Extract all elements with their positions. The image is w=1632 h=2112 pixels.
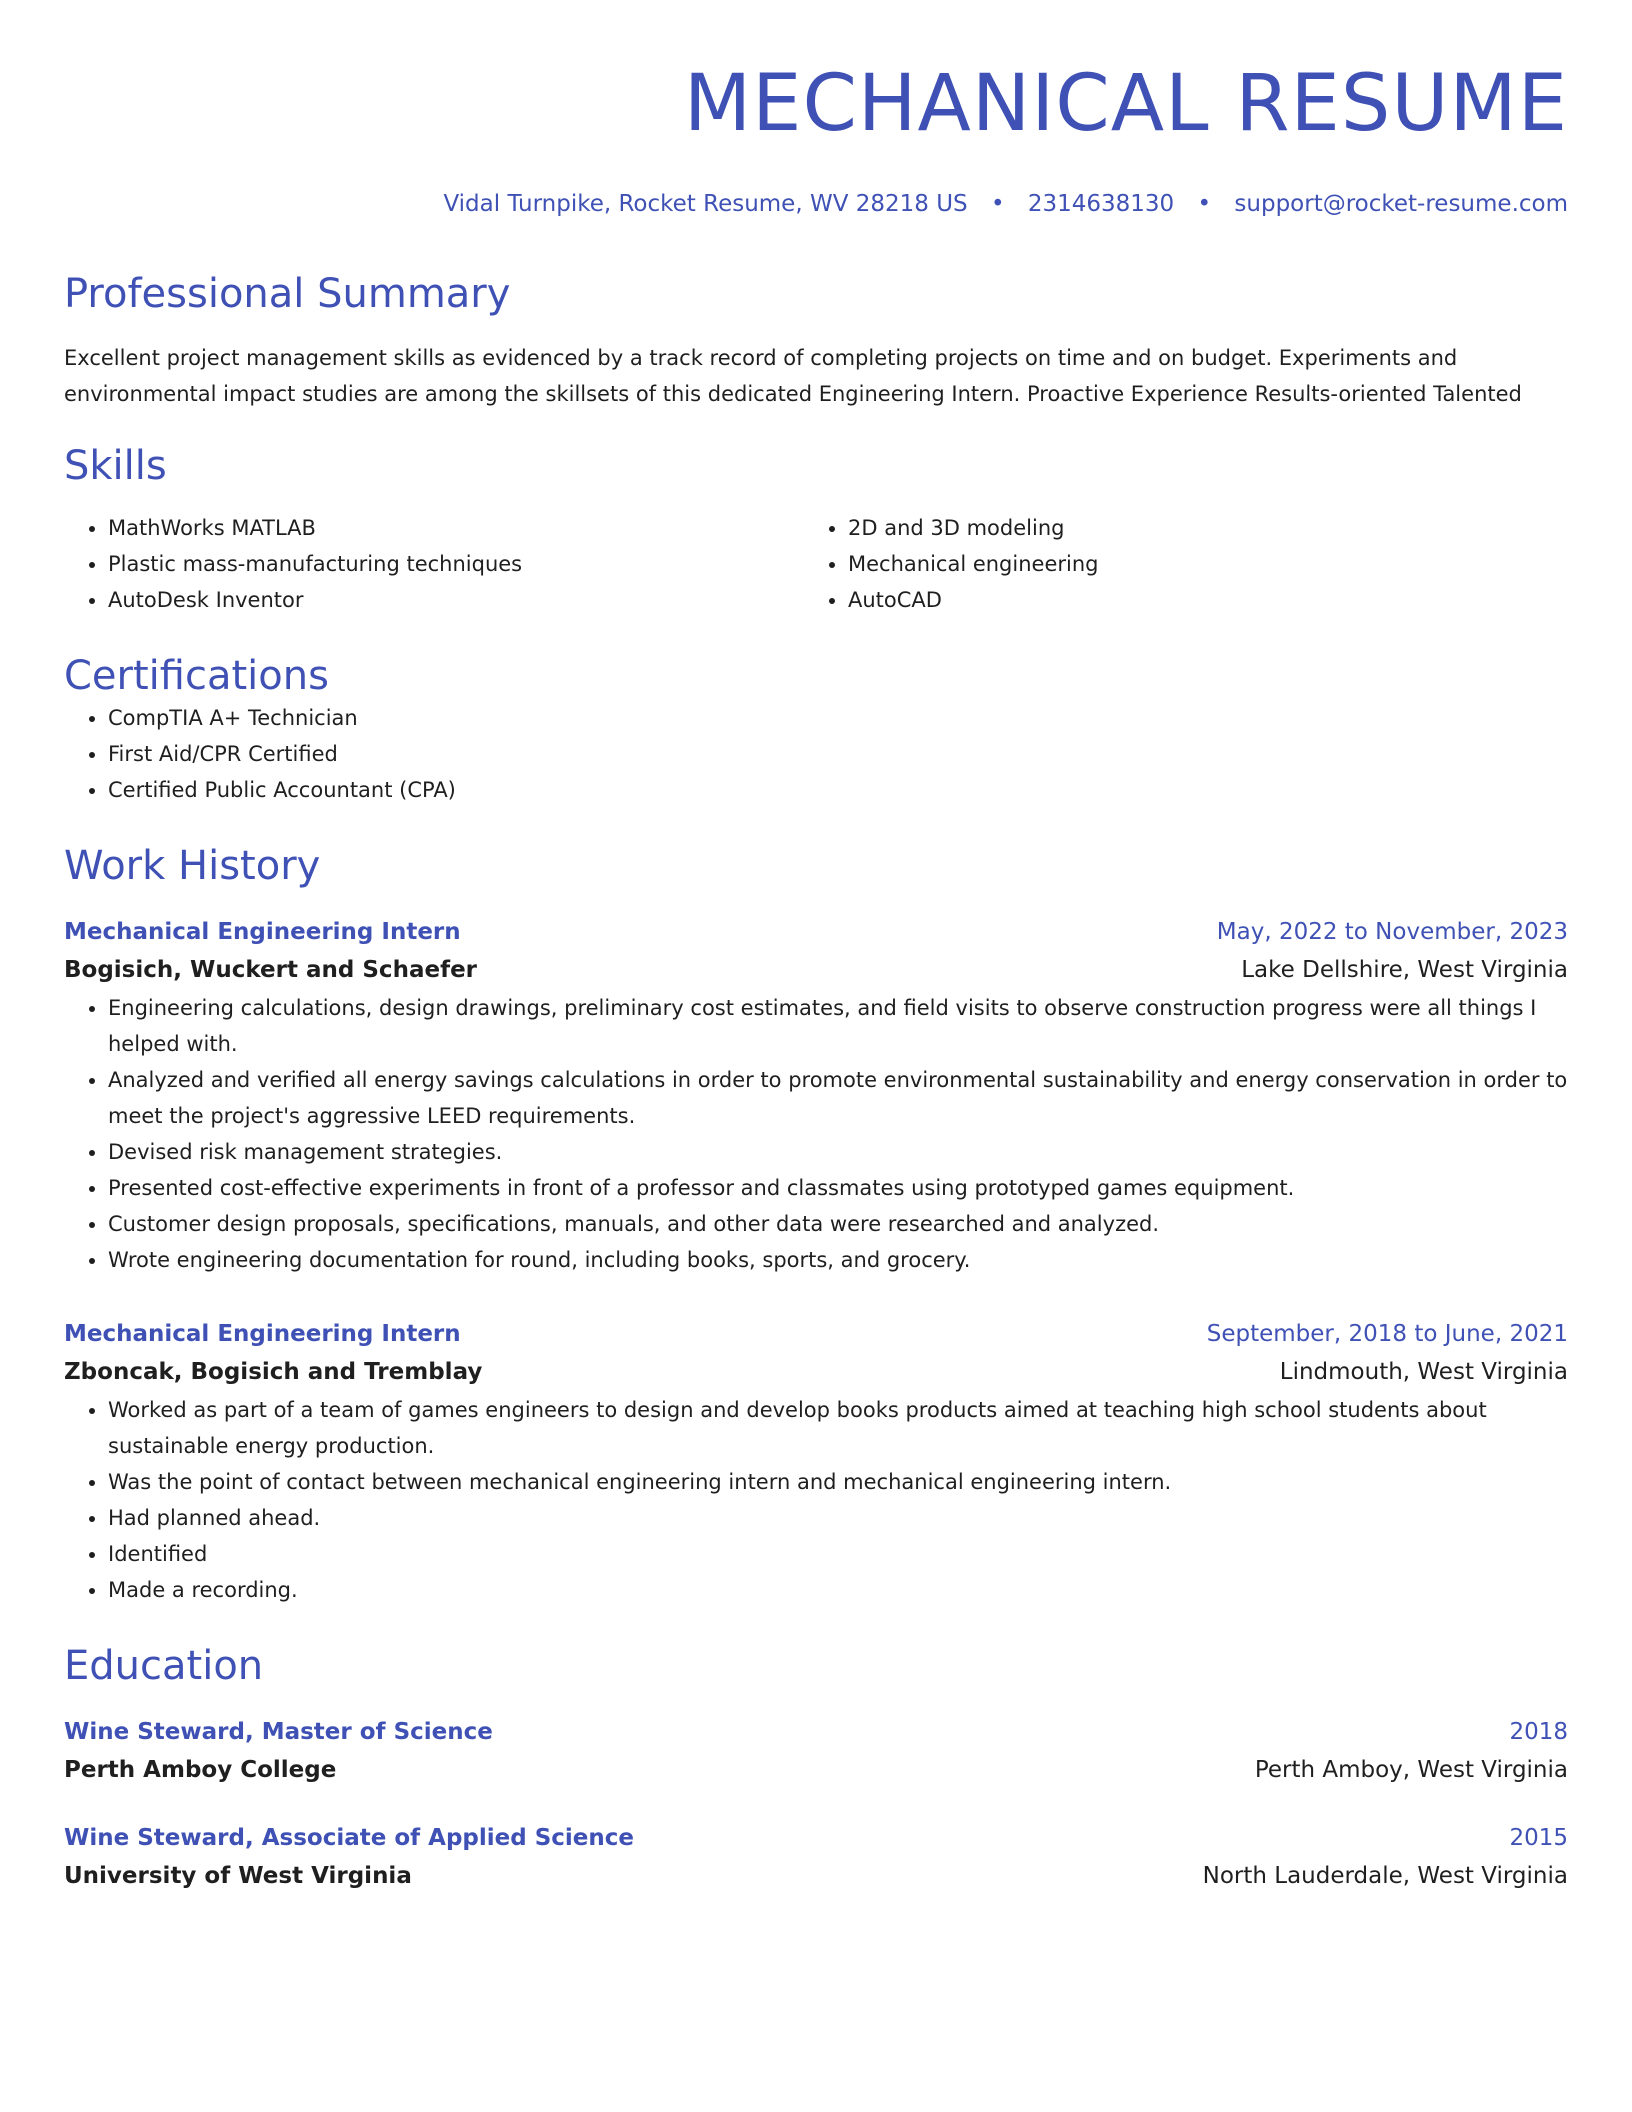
- contact-separator: •: [990, 191, 1005, 217]
- contact-email: support@rocket-resume.com: [1234, 191, 1568, 217]
- contact-line: [64, 188, 1568, 220]
- job-title-row: [64, 914, 1568, 950]
- education-location: North Lauderdale, West Virginia: [1202, 1863, 1568, 1889]
- summary-section: [64, 270, 1568, 412]
- education-entry: [64, 1820, 1568, 1896]
- job-company: Zboncak, Bogisich and Tremblay: [64, 1359, 483, 1385]
- job-bullet: • Presented cost-effective experiments in front of a professor and classmates using prototyped games equipment.: [108, 1170, 1568, 1206]
- job-bullet: • Wrote engineering documentation for round, including books, sports, and grocery.: [108, 1242, 1568, 1278]
- education-school-row: [64, 1856, 1568, 1896]
- job-entry: [64, 914, 1568, 1278]
- certifications-list: [64, 700, 1568, 808]
- education-entry: [64, 1714, 1568, 1790]
- certification-item: • Certified Public Accountant (CPA): [108, 772, 1568, 808]
- job-bullets: [64, 1392, 1568, 1608]
- job-bullets: [64, 990, 1568, 1278]
- job-location: Lindmouth, West Virginia: [1279, 1359, 1568, 1385]
- education-school: Perth Amboy College: [64, 1757, 337, 1783]
- skills-column-left: [64, 510, 804, 618]
- job-title: Mechanical Engineering Intern: [64, 919, 461, 945]
- skills-list-left: [64, 510, 804, 618]
- job-title: Mechanical Engineering Intern: [64, 1321, 461, 1347]
- job-bullet: • Worked as part of a team of games engineers to design and develop books products aimed at teaching high school students about sustainable energy production.: [108, 1392, 1568, 1464]
- skill-item: • 2D and 3D modeling: [848, 510, 1544, 546]
- education-section: [64, 1642, 1568, 1896]
- skill-item: • Plastic mass-manufacturing techniques: [108, 546, 804, 582]
- job-title-row: [64, 1316, 1568, 1352]
- skills-heading: Skills: [64, 443, 167, 489]
- skill-item: • AutoCAD: [848, 582, 1544, 618]
- job-company-row: [64, 950, 1568, 990]
- work-history-section: [64, 842, 1568, 1608]
- skills-list-right: [804, 510, 1544, 618]
- job-bullet: • Was the point of contact between mechanical engineering intern and mechanical engineering intern.: [108, 1464, 1568, 1500]
- job-bullet: • Engineering calculations, design drawings, preliminary cost estimates, and field visits to observe construction progress were all things I helped with.: [108, 990, 1568, 1062]
- contact-phone: 2314638130: [1027, 191, 1175, 217]
- skills-section: [64, 442, 1568, 618]
- certification-item: • First Aid/CPR Certified: [108, 736, 1568, 772]
- work-history-heading: Work History: [64, 843, 321, 889]
- job-dates: May, 2022 to November, 2023: [1216, 919, 1568, 945]
- job-company-row: [64, 1352, 1568, 1392]
- education-school: University of West Virginia: [64, 1863, 412, 1889]
- summary-text: Excellent project management skills as evidenced by a track record of completing projects on time and on budget. Experiments and environmental impact studies are among the skillsets of this dedicated Engineering Intern. Proactive Experience Results-oriented Talented: [64, 346, 1522, 406]
- resume-name: MECHANICAL RESUME: [683, 59, 1568, 149]
- job-bullet: • Made a recording.: [108, 1572, 1568, 1608]
- job-entry: [64, 1316, 1568, 1608]
- job-bullet: • Had planned ahead.: [108, 1500, 1568, 1536]
- skills-column-right: [804, 510, 1544, 618]
- job-bullet: • Identified: [108, 1536, 1568, 1572]
- skills-columns: [64, 510, 1568, 618]
- skill-item: • Mechanical engineering: [848, 546, 1544, 582]
- education-degree-row: [64, 1820, 1568, 1856]
- job-bullet: • Devised risk management strategies.: [108, 1134, 1568, 1170]
- skill-item: • MathWorks MATLAB: [108, 510, 804, 546]
- job-location: Lake Dellshire, West Virginia: [1241, 957, 1568, 983]
- education-location: Perth Amboy, West Virginia: [1254, 1757, 1568, 1783]
- job-company: Bogisich, Wuckert and Schaefer: [64, 957, 478, 983]
- job-dates: September, 2018 to June, 2021: [1206, 1321, 1568, 1347]
- education-heading: Education: [64, 1643, 264, 1689]
- summary-heading: Professional Summary: [64, 271, 511, 317]
- skill-item: • AutoDesk Inventor: [108, 582, 804, 618]
- education-degree: Wine Steward, Associate of Applied Science: [64, 1825, 635, 1851]
- education-year: 2015: [1509, 1825, 1568, 1851]
- job-bullet: • Analyzed and verified all energy savings calculations in order to promote environmental sustainability and energy conservation in order to meet the project's aggressive LEED requirements.: [108, 1062, 1568, 1134]
- education-degree: Wine Steward, Master of Science: [64, 1719, 493, 1745]
- contact-address: Vidal Turnpike, Rocket Resume, WV 28218 US: [443, 191, 968, 217]
- contact-separator: •: [1197, 191, 1212, 217]
- certification-item: • CompTIA A+ Technician: [108, 700, 1568, 736]
- education-year: 2018: [1509, 1719, 1568, 1745]
- resume-header: [64, 56, 1568, 220]
- education-school-row: [64, 1750, 1568, 1790]
- certifications-section: [64, 652, 1568, 808]
- certifications-heading: Certifications: [64, 653, 329, 699]
- education-degree-row: [64, 1714, 1568, 1750]
- job-bullet: • Customer design proposals, specifications, manuals, and other data were researched and analyzed.: [108, 1206, 1568, 1242]
